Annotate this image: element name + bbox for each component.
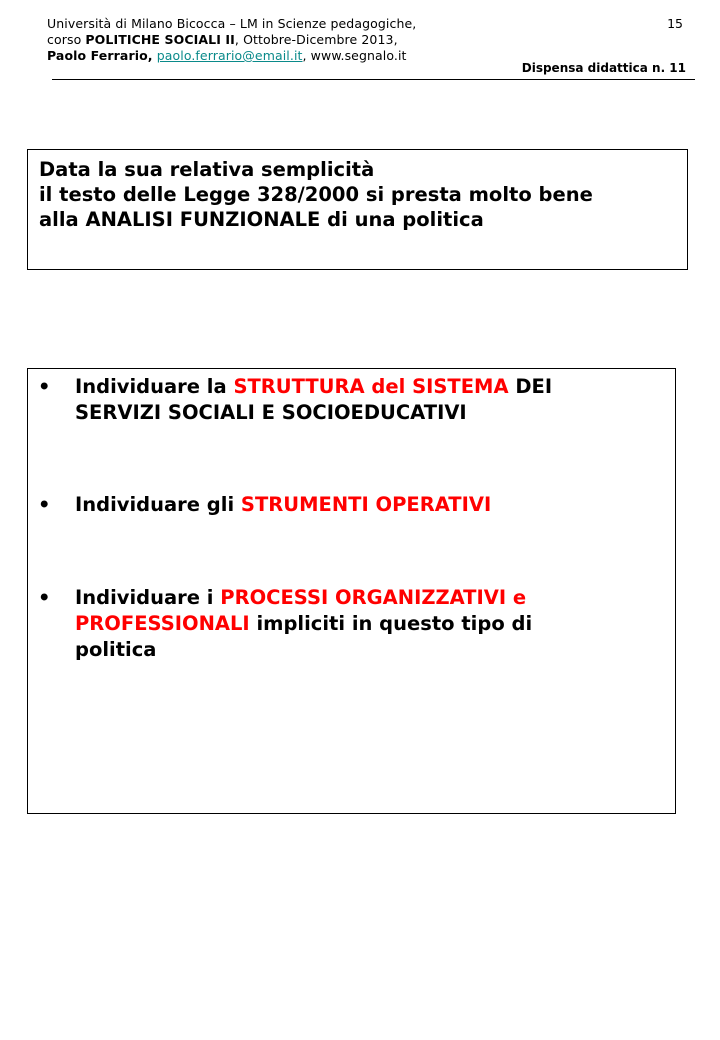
intro-line-2: il testo delle Legge 328/2000 si presta molto bene	[39, 183, 593, 206]
header-course-line	[47, 32, 416, 48]
dispensa-label: Dispensa didattica n. 11	[521, 61, 686, 75]
bullet-box	[27, 368, 676, 814]
bullet-text-highlight: PROFESSIONALI	[75, 612, 250, 635]
header-course-name: POLITICHE SOCIALI II	[85, 32, 235, 47]
header-course-prefix: corso	[47, 32, 86, 47]
header-site: , www.segnalo.it	[302, 48, 407, 63]
intro-box	[27, 149, 688, 270]
bullet-item-strumenti	[38, 492, 658, 518]
header-email-link[interactable]: paolo.ferrario@email.it	[156, 48, 303, 63]
bullet-item-struttura	[38, 374, 658, 426]
header-divider	[52, 79, 695, 80]
header-author-line	[47, 48, 416, 64]
bullet-text-highlight: PROCESSI ORGANIZZATIVI e	[220, 586, 527, 609]
bullet-text-highlight: STRUTTURA del SISTEMA	[233, 375, 509, 398]
header-university-line: Università di Milano Bicocca – LM in Scienze pedagogiche,	[47, 16, 417, 31]
bullet-text-plain: impliciti in questo tipo di	[249, 612, 533, 635]
bullet-symbol: •	[38, 375, 51, 398]
bullet-text-plain: DEI	[508, 375, 553, 398]
bullet-item-processi	[38, 585, 658, 663]
bullet-text-highlight: STRUMENTI OPERATIVI	[240, 493, 492, 516]
bullet-text-plain: Individuare gli	[75, 493, 241, 516]
page-number: 15	[667, 16, 683, 31]
header-author: Paolo Ferrario,	[47, 48, 153, 63]
bullet-text-plain: Individuare la	[75, 375, 234, 398]
bullet-text-plain: SERVIZI SOCIALI E SOCIOEDUCATIVI	[75, 401, 467, 424]
bullet-symbol: •	[38, 493, 51, 516]
bullet-text	[75, 492, 658, 518]
document-header	[47, 16, 416, 64]
bullet-text-plain: politica	[75, 638, 157, 661]
bullet-text	[75, 585, 658, 663]
header-course-dates: , Ottobre-Dicembre 2013,	[234, 32, 398, 47]
bullet-text	[75, 374, 658, 426]
bullet-symbol: •	[38, 586, 51, 609]
intro-line-1: Data la sua relativa semplicità	[39, 158, 375, 181]
bullet-text-plain: Individuare i	[75, 586, 221, 609]
intro-line-3: alla ANALISI FUNZIONALE di una politica	[39, 208, 484, 231]
